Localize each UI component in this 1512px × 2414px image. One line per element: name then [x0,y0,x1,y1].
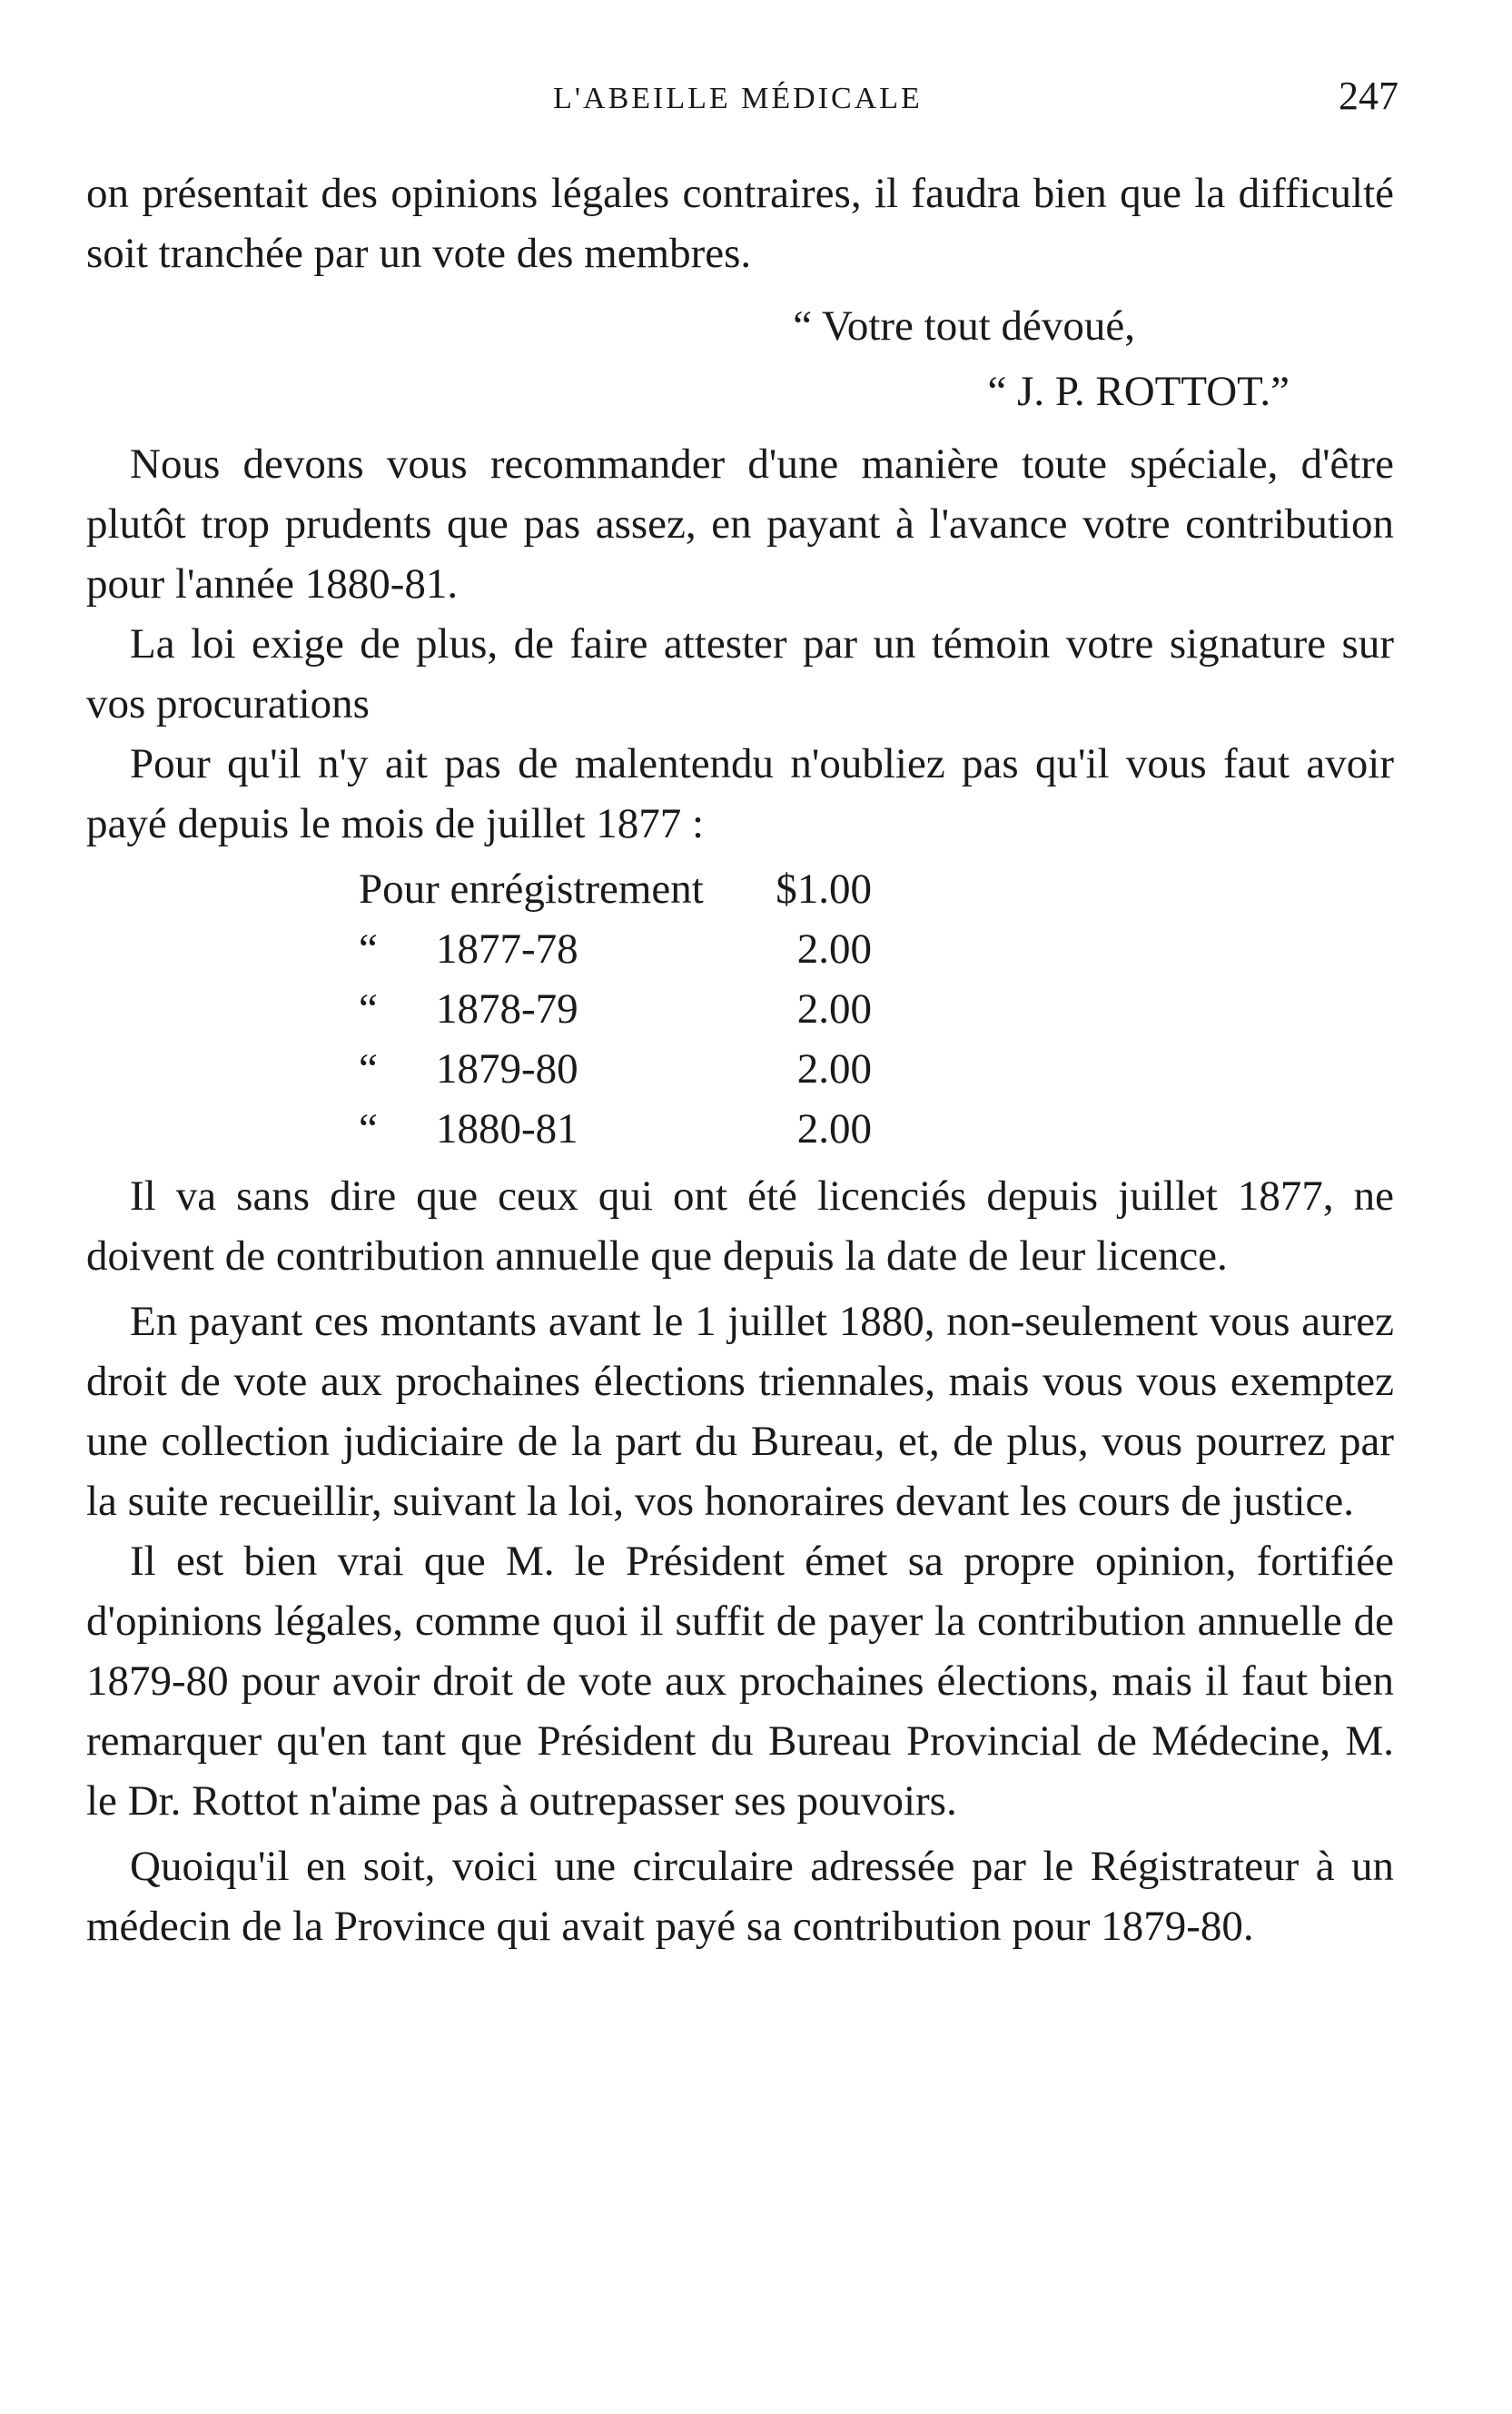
body-text [86,163,1394,1956]
fee-row [359,1039,872,1099]
fee-row [359,919,872,979]
fee-amount: 2.00 [796,1105,872,1153]
paragraph-circular: Quoiqu'il en soit, voici une circulaire adressée par le Régistrateur à un médecin de la Province qui avait payé sa contribution pour 1879-80. [86,1843,1394,1950]
page-number: 247 [1339,74,1398,118]
letter-closing: “ Votre tout dévoué, [793,302,1135,350]
ditto-mark: “ [359,985,378,1033]
fee-row [359,979,872,1039]
paragraph-licence: Il va sans dire que ceux qui ont été licenciés depuis juillet 1877, ne doivent de contribution annuelle que depuis la date de leur licence. [86,1172,1394,1280]
fee-label: 1878-79 [436,985,578,1033]
page-header [77,64,1398,127]
fee-amount: 2.00 [796,985,872,1033]
fee-amount: 2.00 [796,925,872,973]
paragraph-president: Il est bien vrai que M. le Président émet sa propre opinion, fortifiée d'opinions légales, comme quoi il suffit de payer la contribution annuelle de 1879-80 pour avoir droit de vote aux prochaines élections, mais il faut bien remarquer qu'en tant que Président du Bureau Provincial de Médecine, M. le Dr. Rottot n'aime pas à outrepasser ses pouvoirs. [86,1538,1394,1825]
fee-label: 1880-81 [436,1105,578,1153]
fee-amount: 2.00 [796,1045,872,1093]
paragraph-payment-intro: Pour qu'il n'y ait pas de malentendu n'oubliez pas qu'il vous faut avoir payé depuis le mois de juillet 1877 : [86,740,1394,847]
fee-amount: $1.00 [776,866,872,913]
fee-label: 1877-78 [436,925,578,973]
fee-label: 1879-80 [436,1045,578,1093]
running-title: L'ABEILLE MÉDICALE [553,82,923,115]
ditto-mark: “ [359,1105,378,1153]
fee-label: Pour enrégistrement [359,866,704,913]
paragraph-recommendation: Nous devons vous recommander d'une manière toute spéciale, d'être plutôt trop prudents que pas assez, en payant à l'avance votre contribution pour l'année 1880-81. [86,440,1394,608]
paragraph-deadline: En payant ces montants avant le 1 juillet 1880, non-seulement vous aurez droit de vote aux prochaines élections triennales, mais vous vous exemptez une collection judiciaire de la part du Bureau, et, de plus, vous pourrez par la suite recueillir, suivant la loi, vos honoraires devant les cours de justice. [86,1298,1394,1525]
ditto-mark: “ [359,1045,378,1093]
paragraph-witness: La loi exige de plus, de faire attester par un témoin votre signature sur vos procurations [86,620,1394,727]
letter-signature: “ J. P. ROTTOT.” [987,368,1290,415]
paragraph-continuation: on présentait des opinions légales contraires, il faudra bien que la difficulté soit tranchée par un vote des membres. [86,170,1394,277]
ditto-mark: “ [359,925,378,973]
fee-row [359,859,872,919]
fee-row [359,1099,872,1159]
fee-table [359,859,872,1159]
